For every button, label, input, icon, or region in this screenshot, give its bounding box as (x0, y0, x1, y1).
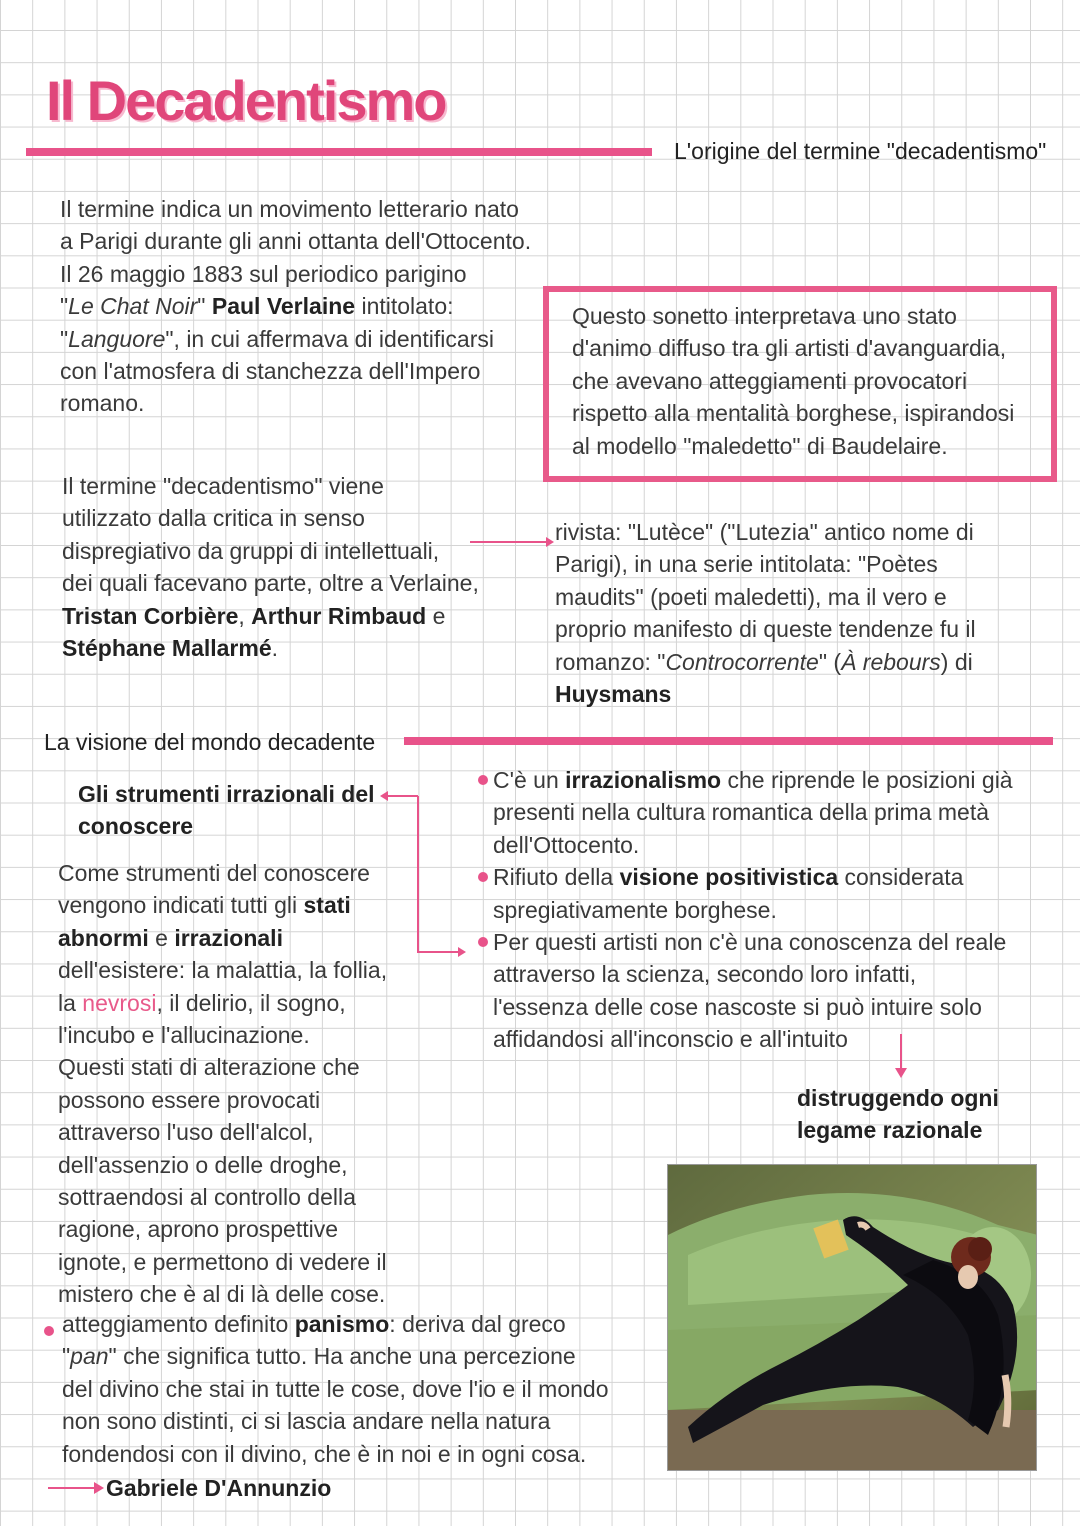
decadent-painting (667, 1164, 1037, 1471)
vision-underline (404, 737, 1053, 745)
tools-paragraph: Come strumenti del conoscere vengono indicati tutti gli stati abnormi e irrazionali dell'esistere: la malattia, la follia, la nevrosi, il delirio, il sogno, l'incubo e l'allucinazione. Questi stati di alterazione che possono essere provocati attraverso l'uso dell'alcol, dell'assenzio o delle droghe, sottraendosi al controllo della ragione, aprono prospettive ignote, e permettono di vedere il mistero che è al di là delle cose. (58, 860, 388, 1308)
box-text: Questo sonetto interpretava uno stato d'animo diffuso tra gli artisti d'avanguardia, che avevano atteggiamenti provocatori rispetto alla mentalità borghese, ispirandosi al modello "maledetto" di Baudelaire. (572, 303, 1015, 459)
arrow-right-icon (470, 536, 554, 548)
list-item: C'è un irrazionalismo che riprende le posizioni già presenti nella cultura romantica della prima metà dell'Ottocento. (478, 764, 1048, 861)
tools-heading: Gli strumenti irrazionali del conoscere (78, 781, 375, 840)
bullet-dot-icon (44, 1326, 54, 1336)
rivista-paragraph: rivista: "Lutèce" ("Lutezia" antico nome di Parigi), in una serie intitolata: "Poètes maudits" (poeti maledetti), ma il vero e proprio manifesto di queste tendenze fu il romanzo: "Controcorrente" (À rebours) di Huysmans (555, 519, 976, 708)
bullet-dot-icon (478, 775, 488, 785)
arrow-right-icon (48, 1482, 104, 1494)
origin-heading: L'origine del termine "decadentismo" (674, 138, 1047, 164)
destroy-note: distruggendo ogni legame razionale (797, 1085, 999, 1144)
panismo-paragraph: atteggiamento definito panismo: deriva dal greco "pan" che significa tutto. Ha anche una percezione del divino che stai in tutte le cose, dove l'io e il mondo non sono distinti, ci si lascia andare nella natura fondendosi con il divino, che è in noi e in ogni cosa. (62, 1311, 609, 1467)
intro-paragraph: Il termine indica un movimento letterario nato a Parigi durante gli anni ottanta dell'Ottocento. Il 26 maggio 1883 sul periodico parigino "Le Chat Noir" Paul Verlaine intitolato: "Languore", in cui affermava di identificarsi con l'atmosfera di stanchezza dell'Impero romano. (60, 196, 532, 417)
critic-paragraph: Il termine "decadentismo" viene utilizzato dalla critica in senso dispregiativo da gruppi di intellettuali, dei quali facevano parte, oltre a Verlaine, Tristan Corbière, Arthur Rimbaud e Stéphane Mallarmé. (62, 473, 479, 662)
bullet-dot-icon (478, 937, 488, 947)
author-name: Gabriele D'Annunzio (106, 1475, 332, 1501)
page-title: Il Decadentismo (46, 69, 446, 132)
bullet-list (478, 764, 1048, 1056)
list-item: Per questi artisti non c'è una conoscenza del reale attraverso la scienza, secondo loro infatti, l'essenza delle cose nascoste si può intuire solo affidandosi all'inconscio e all'intuito (478, 926, 1048, 1056)
painting-image (668, 1165, 1037, 1471)
list-item: Rifiuto della visione positivistica considerata spregiativamente borghese. (478, 861, 1048, 926)
arrow-down-icon (894, 1034, 908, 1080)
vision-heading: La visione del mondo decadente (44, 729, 376, 755)
title-underline (26, 148, 652, 156)
